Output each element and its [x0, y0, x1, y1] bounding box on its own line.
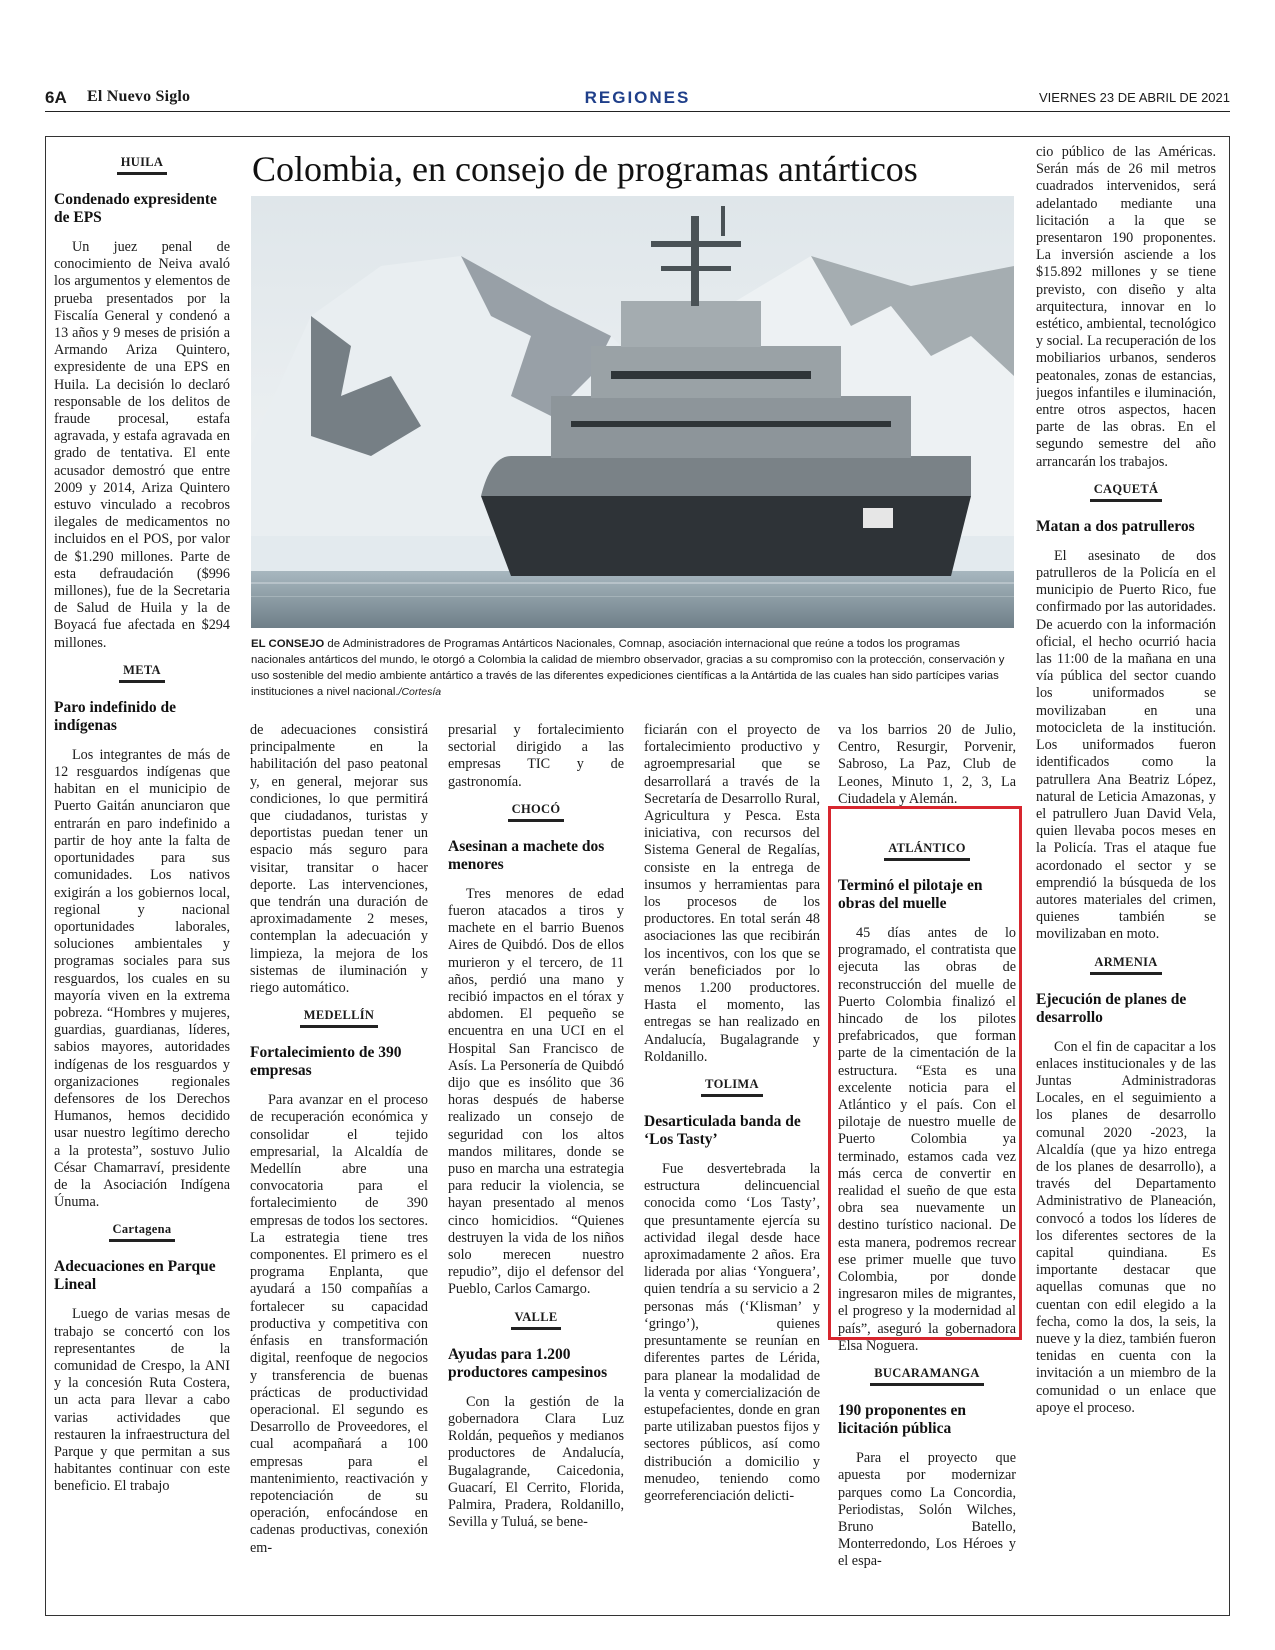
section-tag-meta: META	[54, 662, 230, 683]
article-body-cartagena-cont: de adecuaciones consistirá principalmente en la habilitación del paso peatonal y, en general, mejorar sus condiciones, lo que permitirá que ciudadanos, turistas y deportistas puedan tener un espacio más seguro para visitar, transitar o hacer deporte. Las intervenciones, que tendrán una duración de aproximadamente 2 meses, contemplan la adecuación y limpieza, la mejora de los sistemas de iluminación y riego automático.	[250, 722, 428, 997]
photo-caption	[251, 636, 1014, 700]
article-title-atlantico: Terminó el pilotaje en obras del muelle	[838, 877, 983, 913]
section-tag-bucaramanga: BUCARAMANGA	[838, 1365, 1016, 1386]
column-6	[1036, 144, 1216, 1610]
column-1	[54, 144, 230, 1610]
article-body-tolima-cont: va los barrios 20 de Julio, Centro, Resurgir, Porvenir, Sabroso, La Paz, Club de Leones, Minuto 1, 2, 3, La Ciudadela y Alemán.	[838, 722, 1016, 807]
article-body-cartagena: Luego de varias mesas de trabajo se concertó con los representantes de la comunidad de Crespo, la ANI y la concesión Ruta Costera, un acta para llevar a cabo varias actividades que restauren la infraestructura del Parque y que permitan a sus habitantes continuar con este beneficio. El trabajo	[54, 1306, 230, 1495]
article-title-valle: Ayudas para 1.200 productores campesinos	[448, 1345, 608, 1381]
section-tag-choco: CHOCÓ	[448, 801, 624, 822]
article-body-valle: Con la gestión de la gobernadora Clara Luz Roldán, pequeños y medianos productores de Andalucía, Bugalagrande, Caicedonia, Guacarí, El Cerrito, Florida, Palmira, Pradera, Roldanillo, Sevilla y Tuluá, se bene-	[448, 1393, 624, 1531]
column-3	[448, 722, 624, 1610]
article-title-bucaramanga: 190 proponentes en licitación pública	[838, 1402, 967, 1438]
article-body-atlantico: 45 días antes de lo programado, el contratista que ejecuta las obras de reconstrucción del muelle de Puerto Colombia finalizó el hincado de los pilotes prefabricados, que forman parte de la cimentación de la estructura. “Esta es una excelente noticia para el Atlántico y el país. Con el pilotaje de nuestro muelle de Puerto Colombia ya terminado, estamos cada vez más cerca de convertir en realidad el sueño de que esta obra sea nuevamente un destino turístico nacional. De esta manera, podremos recrear ese primer muelle que tuvo Colombia, por donde ingresaron miles de migrantes, el progreso y la modernidad al país”, aseguró la gobernadora Elsa Noguera.	[838, 925, 1016, 1354]
article-body-medellin: Para avanzar en el proceso de recuperación económica y consolidar el tejido empresarial, la Alcaldía de Medellín abre una convocatoria para el fortalecimiento de 390 empresas de todos los sectores. La estrategia tiene tres componentes. El primero es el programa Enplanta, que ayudará a 150 compañías a fortalecer su capacidad productiva y competitiva con énfasis en transformación digital, reenfoque de negocios y transferencia de buenas prácticas de productividad operacional. El segundo es Desarrollo de Proveedores, el cual acompañará a 100 empresas para el mantenimiento, reactivación y repotenciación de su operación, enfocándose en cadenas productivas, conexión em-	[250, 1092, 428, 1556]
article-title-meta: Paro indefinido de indígenas	[54, 698, 177, 734]
article-body-medellin-cont: presarial y fortalecimiento sectorial dirigido a las empresas TIC y de gastronomía.	[448, 722, 624, 790]
article-body-tolima: Fue desvertebrada la estructura delincuencial conocida como ‘Los Tasty’, que presuntamente ejercía su actividad ilegal desde hace aproximadamente 2 años. Era liderada por alias ‘Yonguera’, quien tendría a su servicio a 2 personas más (‘Klisman’ y ‘gringo’), quienes presuntamente se reunían en diferentes partes de Lérida, para planear la modalidad de la venta y comercialización de estupefacientes, donde en gran parte utilizaban puestos fijos y sectores públicos, así como distribución a domicilio y menudeo, teniendo como georreferenciación delicti-	[644, 1161, 820, 1504]
page-header	[45, 88, 1230, 112]
section-tag-valle: VALLE	[448, 1309, 624, 1330]
article-title-huila: Condenado expresidente de EPS	[54, 191, 217, 226]
article-body-huila: Un juez penal de conocimiento de Neiva avaló los argumentos y elementos de prueba presentados por la Fiscalía General y condenó a 13 años y 9 meses de prisión a Armando Ariza Quintero, expresidente de una EPS en Huila. La decisión lo declaró responsable de los delitos de fraude procesal, estafa agravada, y estafa agravada en grado de tentativa. El ente acusador demostró que entre 2009 y 2014, Ariza Quintero estuvo vinculado a recobros ilegales de medicamentos no incluidos en el POS, por valor de $1.290 millones. Parte de esta defraudación ($996 millones), fue de la Secretaria de Salud de Huila y la de Boyacá fue afectada en $294 millones.	[54, 239, 230, 651]
article-title-caqueta: Matan a dos patrulleros	[1036, 517, 1195, 535]
column-2	[250, 722, 428, 1610]
issue-date: VIERNES 23 DE ABRIL DE 2021	[1038, 90, 1230, 105]
article-body-choco: Tres menores de edad fueron atacados a tiros y machete en el barrio Buenos Aires de Quibdó. Dos de ellos murieron y el tercero, de 11 años, perdió una mano y recibió impactos en el tórax y abdomen. El pequeño se encuentra en una UCI en el Hospital San Francisco de Asís. La Personería de Quibdó dijo que es insólito que 36 horas después de haberse realizado un consejo de seguridad con los altos mandos militares, donde se puso en marcha una estrategia para reducir la violencia, se hayan presentado al menos cinco homicidios. “Quienes destruyen la vida de los niños solo merecen nuestro repudio”, dijo el defensor del Pueblo, Carlos Camargo.	[448, 885, 624, 1298]
article-body-meta: Los integrantes de más de 12 resguardos indígenas que habitan en el municipio de Puerto Gaitán anunciaron que entrarán en paro indefinido a partir de hoy ante la falta de oportunidades para sus comunidades. Los nativos exigirán a los gobiernos local, regional y nacional oportunidades laborales, soluciones ambientales y programas sociales para sus resguardos, los cuales en su mayoría viven en la extrema pobreza. “Hombres y mujeres, guardias, guardianas, líderes, sabios mayores, autoridades indígenas de los resguardos y organizaciones regionales defensores de los Derechos Humanos, hemos decidido usar nuestro legítimo derecho a la protesta”, sostuvo Julio César Chamarraví, presidente de la Asociación Indígena Únuma.	[54, 746, 230, 1211]
article-body-bucaramanga-cont: cio público de las Américas. Serán más de 26 mil metros cuadrados intervenidos, será adelantado mediante una licitación a la que se presentaron 190 proponentes. La inversión asciende a los $15.892 millones y se tiene previsto, con diseño y alta arquitectura, innovar en lo estético, ambiental, tecnológico y social. La recuperación de los mobiliarios urbanos, senderos peatonales, zonas de estancias, juegos infantiles e iluminación, entre otros aspectos, hacen parte de las obras. En el segundo semestre del año arrancarán los trabajos.	[1036, 144, 1216, 470]
article-body-caqueta: El asesinato de dos patrulleros de la Policía en el municipio de Puerto Rico, fue confirmado por las autoridades. De acuerdo con la información oficial, el hecho ocurrió hacia las 11:00 de la mañana en una vía pública del sector cuando los uniformados se movilizaban en una motocicleta de la institución. Los uniformados fueron identificados como la patrullera Ana Beatriz López, natural de Leticia Amazonas, y el patrullero Juan David Vela, quien llevaba pocos meses en la Policía. Tras el ataque fue acordonado el sector y se emprendió la búsqueda de los autores materiales del crimen, quienes también se movilizaban en moto.	[1036, 547, 1216, 943]
page-number: 6A	[45, 88, 67, 107]
ship-illustration	[251, 196, 1014, 628]
section-tag-tolima: TOLIMA	[644, 1076, 820, 1097]
article-title-tolima: Desarticulada banda de ‘Los Tasty’	[644, 1113, 801, 1149]
highlight-box-atlantico	[828, 806, 1022, 1340]
section-title: REGIONES	[584, 88, 691, 107]
section-tag-medellin: MEDELLÍN	[250, 1007, 428, 1028]
article-title-cartagena: Adecuaciones en Parque Lineal	[54, 1258, 216, 1294]
article-body-armenia: Con el fin de capacitar a los enlaces institucionales y de las Juntas Administradoras Locales, en el seguimiento a los planes de desarrollo comunal 2020 -2023, la Alcaldía (que ya hizo entrega de los planes de desarrollo), a través del Departamento Administrativo de Planeación, convocó a todos los líderes de los diferentes sectores de la capital quindiana. Es importante destacar que aquellas comunas que no cuentan con edil elegido a la fecha, como la dos, la seis, la nueve y la diez, también fueron tenidas en cuenta con la invitación a un miembro de la comunidad o un enlace que apoye el proceso.	[1036, 1038, 1216, 1416]
article-body-valle-cont: ficiarán con el proyecto de fortalecimiento productivo y agroempresarial que se desarrollará a través de la Secretaría de Desarrollo Rural, Agricultura y Pesca. Esta iniciativa, con recursos del Sistema General de Regalías, consiste en la entrega de insumos y herramientas para los procesos de los productores. En total serán 48 asociaciones las que recibirán los incentivos, con los que se verán beneficiados por lo menos 1.200 productores. Hasta el momento, las entregas se han realizado en Andalucía, Bugalagrande y Roldanillo.	[644, 722, 820, 1065]
section-tag-atlantico: ATLÁNTICO	[838, 840, 1016, 861]
caption-text: de Administradores de Programas Antárticos Nacionales, Comnap, asociación internacional que reúne a todos los programas nacionales antárticos del mundo, le otorgó a Colombia la calidad de miembro observador, gracias a su compromiso con la protección, conservación y uso sostenible del medio ambiente antártico a través de las diferentes expediciones científicas a la Antártida de las cuales han sido partícipes varias instituciones a nivel nacional.	[251, 638, 1005, 698]
main-headline: Colombia, en consejo de programas antárticos	[252, 149, 918, 189]
section-tag-armenia: ARMENIA	[1036, 954, 1216, 975]
section-tag-caqueta: CAQUETÁ	[1036, 481, 1216, 502]
column-4	[644, 722, 820, 1610]
masthead: El Nuevo Siglo	[87, 88, 191, 105]
section-tag-cartagena: Cartagena	[54, 1221, 230, 1242]
section-tag-huila: HUILA	[54, 154, 230, 175]
caption-credit: /Cortesía	[398, 686, 442, 698]
article-title-choco: Asesinan a machete dos menores	[448, 837, 605, 873]
article-title-medellin: Fortalecimiento de 390 empresas	[250, 1044, 402, 1080]
article-title-armenia: Ejecución de planes de desarrollo	[1036, 990, 1187, 1026]
article-body-bucaramanga: Para el proyecto que apuesta por modernizar parques como La Concordia, Periodistas, Solón Wilches, Bruno Batello, Monterredondo, Los Héroes y el espa-	[838, 1450, 1016, 1570]
antarctic-ship-photo	[251, 196, 1014, 628]
caption-lead: EL CONSEJO	[251, 638, 325, 650]
